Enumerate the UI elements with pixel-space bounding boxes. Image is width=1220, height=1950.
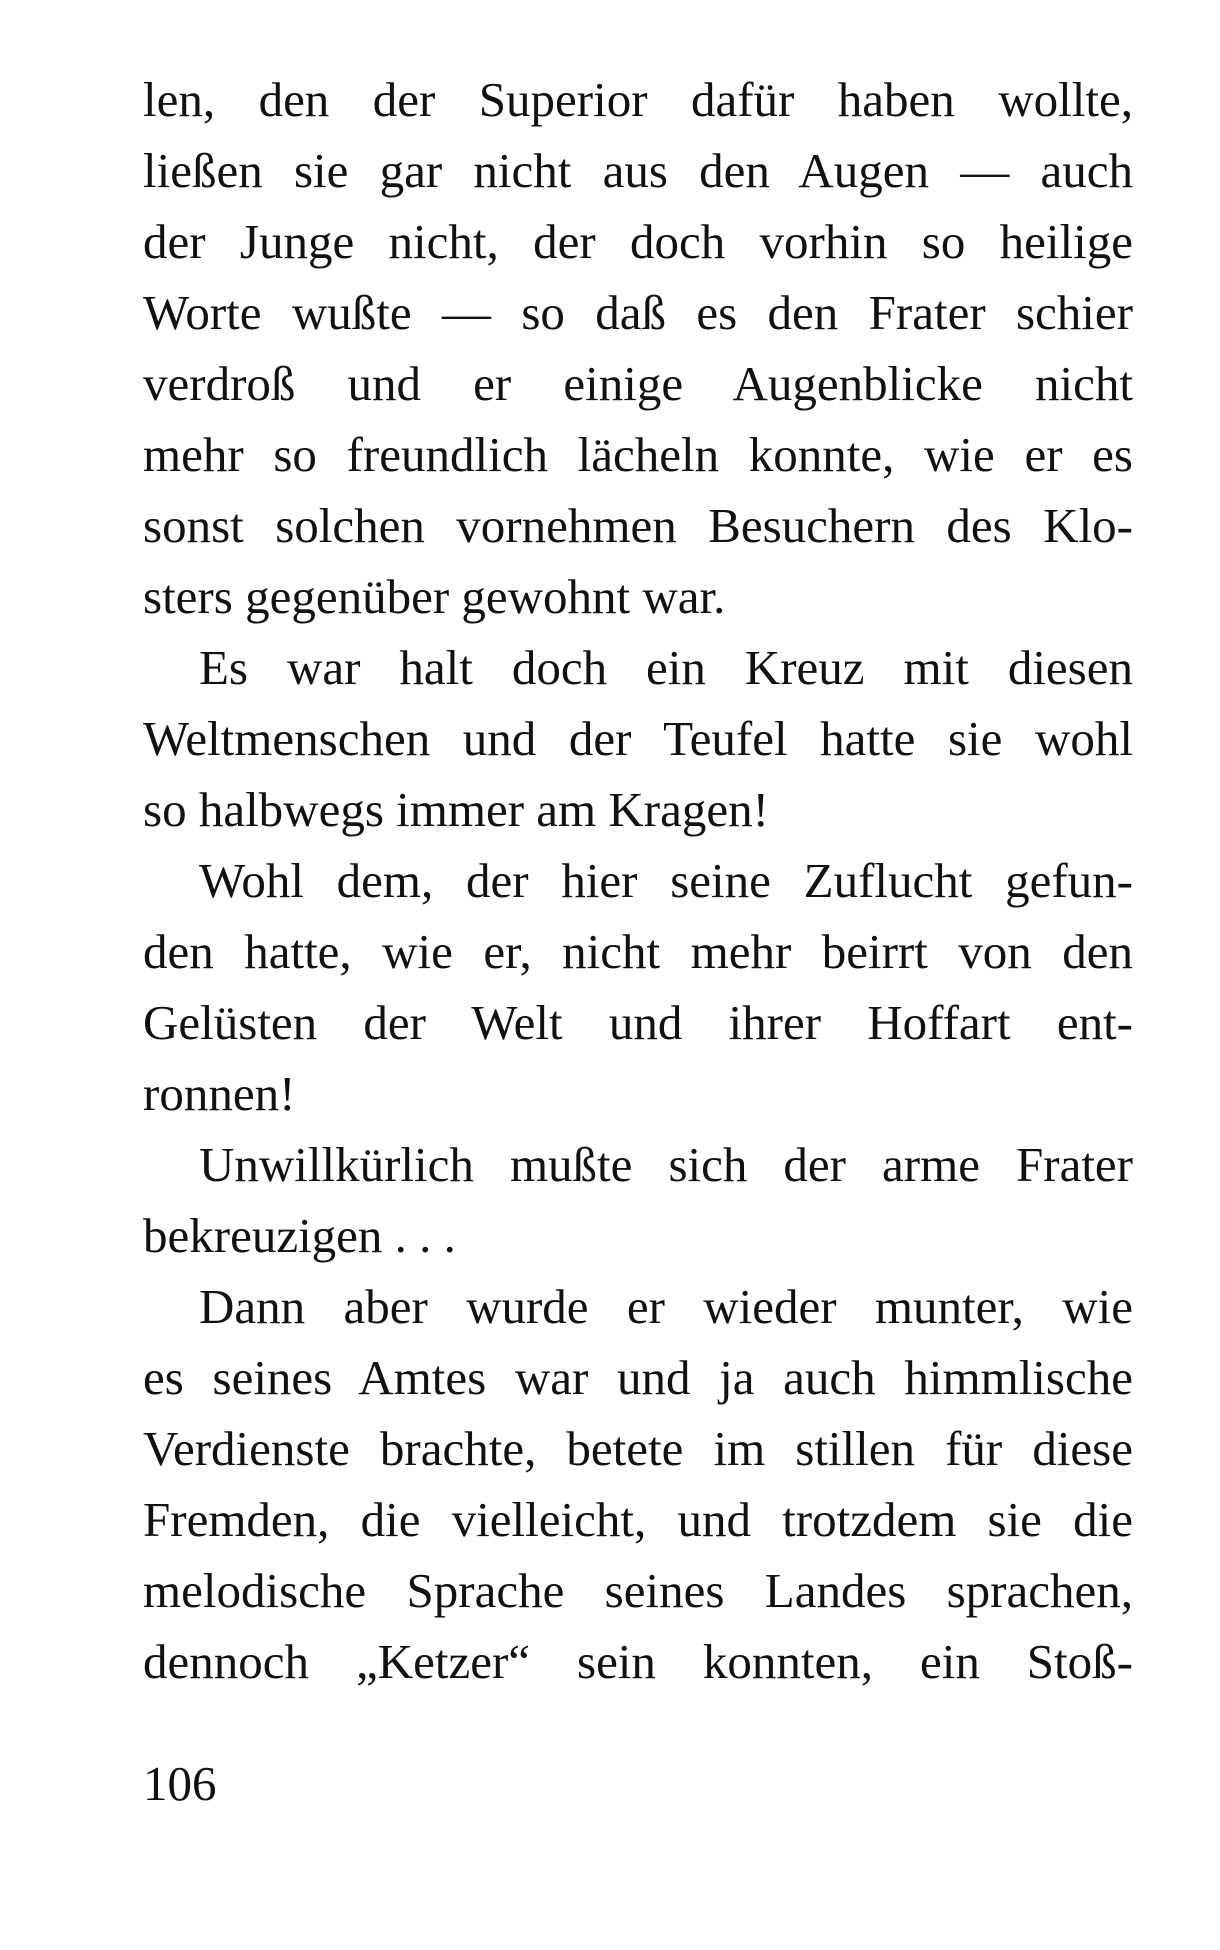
text-line: der Junge nicht, der doch vorhin so heilige [143,214,1133,269]
text-line: ließen sie gar nicht aus den Augen — auch [143,143,1133,198]
text-line: so halbwegs immer am Kragen! [143,782,769,837]
text-line: verdroß und er einige Augenblicke nicht [143,356,1133,411]
text-line: bekreuzigen . . . [143,1208,456,1263]
text-line: Fremden, die vielleicht, und trotzdem sie die [143,1492,1133,1547]
body-text [143,64,1133,1697]
text-line: dennoch „Ketzer“ sein konnten, ein Stoß- [143,1634,1133,1689]
page-number: 106 [143,1756,217,1811]
text-line: Unwillkürlich mußte sich der arme Frater [199,1137,1133,1192]
text-line: Dann aber wurde er wieder munter, wie [199,1279,1133,1334]
text-line: Gelüsten der Welt und ihrer Hoffart ent- [143,995,1133,1050]
text-line: sonst solchen vornehmen Besuchern des Klo- [143,498,1133,553]
text-line: Weltmenschen und der Teufel hatte sie wohl [143,711,1133,766]
text-line: melodische Sprache seines Landes sprachen, [143,1563,1133,1618]
text-line: Worte wußte — so daß es den Frater schier [143,285,1133,340]
text-line: Es war halt doch ein Kreuz mit diesen [199,640,1133,695]
text-line: den hatte, wie er, nicht mehr beirrt von den [143,924,1133,979]
text-line: Wohl dem, der hier seine Zuflucht gefun- [199,853,1133,908]
text-line: sters gegenüber gewohnt war. [143,569,726,624]
text-line: es seines Amtes war und ja auch himmlische [143,1350,1133,1405]
text-line: len, den der Superior dafür haben wollte, [143,72,1133,127]
text-line: mehr so freundlich lächeln konnte, wie er es [143,427,1133,482]
text-line: ronnen! [143,1066,296,1121]
text-line: Verdienste brachte, betete im stillen für diese [143,1421,1133,1476]
